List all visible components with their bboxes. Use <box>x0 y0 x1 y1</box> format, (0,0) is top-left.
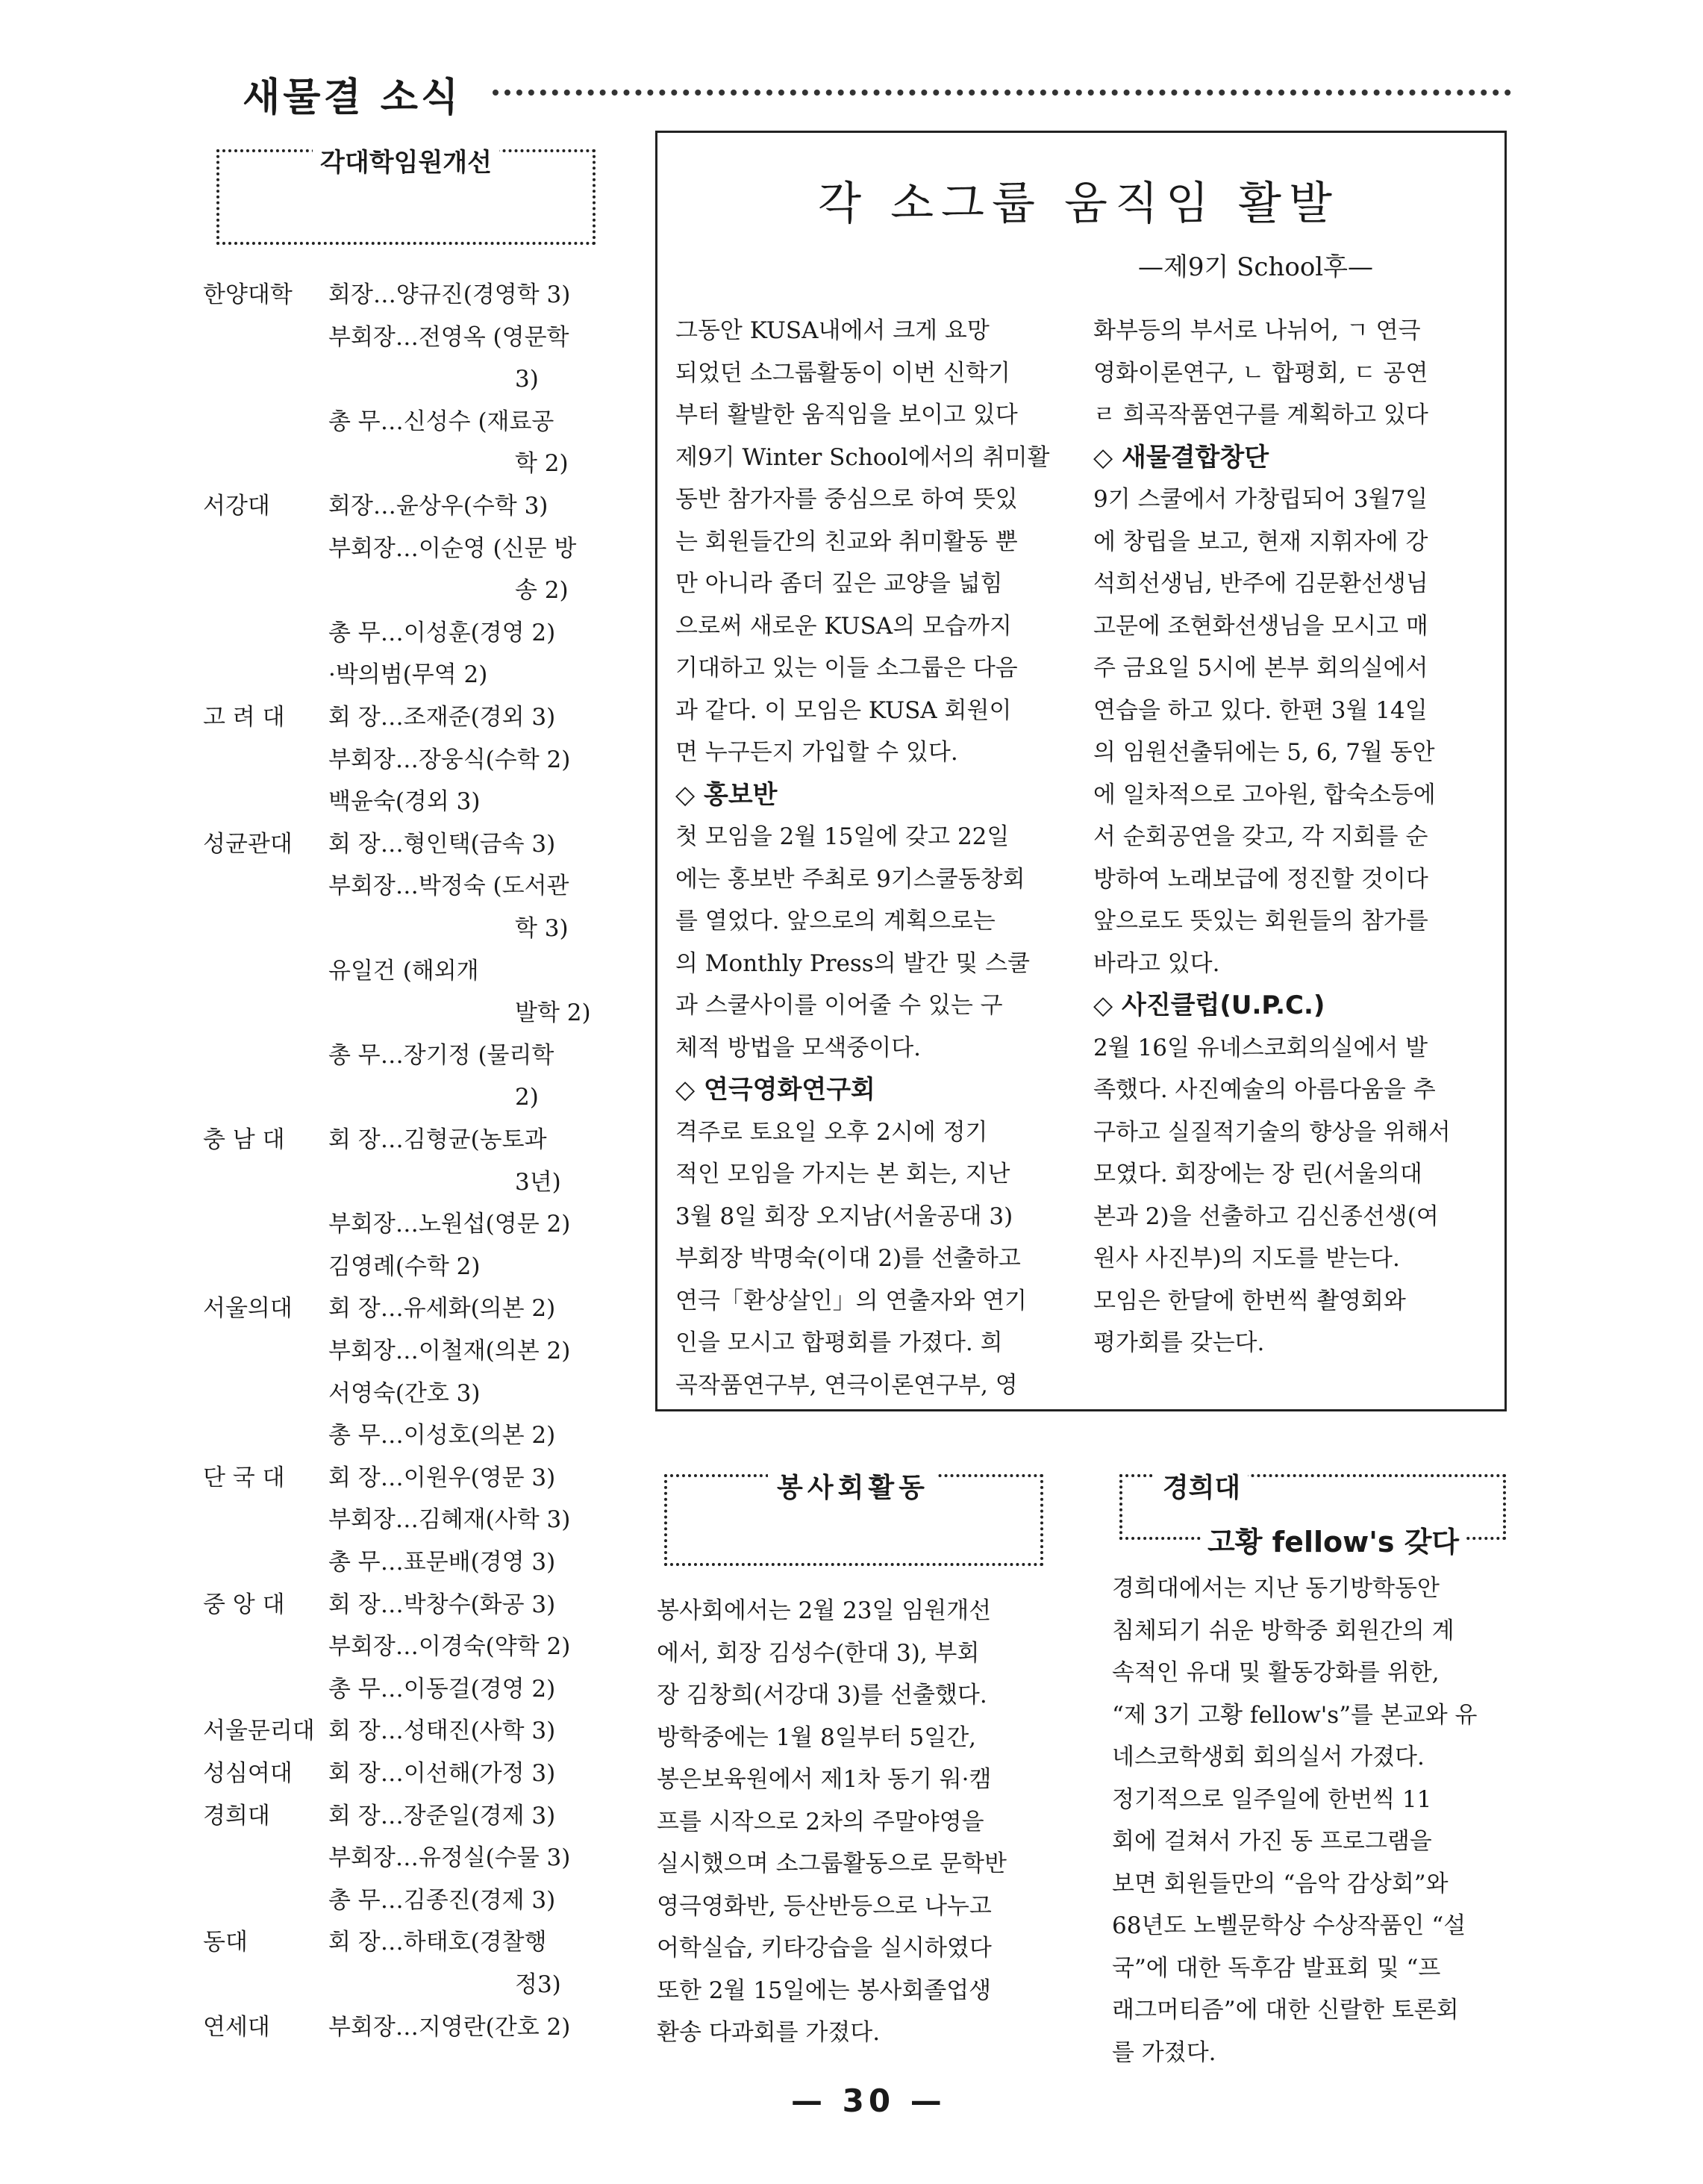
officer-entry: 부회장…이철재(의본 2) <box>328 1338 571 1364</box>
text-line: 환송 다과회를 가졌다. <box>657 2019 881 2046</box>
main-article-column-2 <box>1093 310 1489 1364</box>
text-line: 동반 참가자를 중심으로 하여 뜻있 <box>675 486 1018 513</box>
officer-entry: 총 무…김종진(경제 3) <box>328 1886 556 1914</box>
text-line: 곡작품연구부, 연극이론연구부, 영 <box>675 1371 1018 1399</box>
section-heading: ◇ 새물결합창단 <box>1093 442 1269 472</box>
officer-entry-continuation: 송 2) <box>515 577 569 605</box>
text-line: 어학실습, 키타강습을 실시하였다 <box>657 1935 992 1962</box>
text-line: 되었던 소그룹활동이 이번 신학기 <box>675 359 1010 387</box>
university-name: 연세대 <box>203 2013 270 2041</box>
service-title <box>664 1467 1042 1505</box>
officer-entry: 유일건 (해외개 <box>328 957 479 985</box>
university-name: 서강대 <box>203 493 270 520</box>
text-line: 3월 8일 회장 오지남(서울공대 3) <box>675 1202 1013 1230</box>
text-line: 프를 시작으로 2차의 주말야영을 <box>657 1808 984 1835</box>
text-line: 의 Monthly Press의 발간 및 스쿨 <box>675 949 1030 977</box>
text-line: 보면 회원들만의 “음악 감상회”와 <box>1112 1870 1449 1897</box>
officer-entry: 백윤숙(경외 3) <box>328 788 481 816</box>
text-line: 원사 사진부)의 지도를 받는다. <box>1093 1245 1400 1272</box>
officer-entry: 회 장…형인택(금속 3) <box>328 830 556 858</box>
officer-entry: 부회장…장웅식(수학 2) <box>328 746 571 773</box>
university-name: 충 남 대 <box>203 1126 285 1153</box>
text-line: 침체되기 쉬운 방학중 회원간의 계 <box>1112 1617 1454 1644</box>
officer-entry: 회 장…이선해(가정 3) <box>328 1760 556 1787</box>
text-line: 제9기 Winter School에서의 취미활 <box>675 443 1050 471</box>
text-line: 방학중에는 1월 8일부터 5일간, <box>657 1723 976 1751</box>
text-line: 평가회를 갖는다. <box>1093 1329 1265 1356</box>
text-line: “제 3기 고황 fellow's”를 본교와 유 <box>1112 1701 1478 1729</box>
officer-entry: 회 장…하태호(경찰행 <box>328 1929 547 1956</box>
officer-entry: 총 무…이성훈(경영 2) <box>328 619 556 646</box>
text-line: 그동안 KUSA내에서 크게 요망 <box>675 317 990 344</box>
text-line: 면 누구든지 가입할 수 있다. <box>675 739 958 766</box>
text-line: 연습을 하고 있다. 한편 3월 14일 <box>1093 696 1428 724</box>
university-name: 성균관대 <box>203 830 293 858</box>
text-line: 주 금요일 5시에 본부 회의실에서 <box>1093 655 1428 681</box>
kyunghee-subtitle <box>1202 1519 1465 1560</box>
text-line: 봉사회에서는 2월 23일 임원개선 <box>657 1597 992 1624</box>
officer-entry: 서영숙(간호 3) <box>328 1379 481 1407</box>
text-line: 구하고 실질적기술의 향상을 위해서 <box>1093 1118 1451 1146</box>
text-line: 영극영화반, 등산반등으로 나누고 <box>657 1892 992 1920</box>
text-line: 경희대에서는 지난 동기방학동안 <box>1112 1575 1440 1602</box>
text-line: 속적인 유대 및 활동강화를 위한, <box>1112 1659 1440 1686</box>
officer-entry: 회 장…조재준(경외 3) <box>328 704 556 731</box>
text-line: 장 김창희(서강대 3)를 선출했다. <box>657 1682 987 1709</box>
officer-entry-continuation: 3) <box>515 366 539 393</box>
text-line: 과 스쿨사이를 이어줄 수 있는 구 <box>675 992 1003 1019</box>
text-line: 래그머티즘”에 대한 신랄한 토론회 <box>1112 1997 1459 2024</box>
title-rule <box>493 90 1511 96</box>
text-line: 모였다. 회장에는 장 린(서울의대 <box>1093 1161 1422 1188</box>
text-line: 서 순회공연을 갖고, 각 지회를 순 <box>1093 823 1428 850</box>
text-line: 으로써 새로운 KUSA의 모습까지 <box>675 612 1012 640</box>
main-article-column-1 <box>675 310 1075 1406</box>
text-line: 68년도 노벨문학상 수상작품인 “설 <box>1112 1912 1466 1939</box>
university-name: 한양대학 <box>203 281 293 308</box>
text-line: 를 열었다. 앞으로의 계획으로는 <box>675 908 996 935</box>
officer-entry-continuation: 학 3) <box>515 915 569 942</box>
text-line: 바라고 있다. <box>1093 949 1220 977</box>
text-line: 석희선생님, 반주에 김문환선생님 <box>1093 570 1428 597</box>
officer-entry: 부회장…이경숙(약학 2) <box>328 1633 571 1661</box>
kyunghee-title <box>1119 1467 1284 1505</box>
section-heading: ◇ 홍보반 <box>675 779 778 810</box>
officer-entry: 회 장…김형균(농토과 <box>328 1126 547 1153</box>
text-line: 부회장 박명숙(이대 2)를 선출하고 <box>675 1245 1021 1272</box>
section-heading: ◇ 연극영화연구회 <box>675 1075 875 1105</box>
text-line: 앞으로도 뜻있는 회원들의 참가를 <box>1093 908 1428 935</box>
officers-box-title <box>216 142 596 178</box>
officer-entry: 총 무…이동걸(경영 2) <box>328 1675 556 1703</box>
officer-entry-continuation: 발학 2) <box>515 999 591 1027</box>
text-line: 는 회원들간의 친교와 취미활동 뿐 <box>675 528 1018 555</box>
officer-entry: 부회장…이순영 (신문 방 <box>328 534 577 562</box>
page-title: 새물결 소식 <box>243 75 462 120</box>
university-name: 서울의대 <box>203 1295 293 1323</box>
text-line: 회에 걸쳐서 가진 동 프로그램을 <box>1112 1828 1432 1855</box>
officer-entry: 회 장…성태진(사학 3) <box>328 1717 556 1745</box>
text-line: 첫 모임을 2월 15일에 갖고 22일 <box>675 823 1010 850</box>
text-line: 에 일차적으로 고아원, 합숙소등에 <box>1093 781 1436 808</box>
officer-entry: 부회장…전영옥 (영문학 <box>328 323 569 351</box>
text-line: 과 같다. 이 모임은 KUSA 회원이 <box>675 696 1012 724</box>
text-line: 모임은 한달에 한번씩 촬영회와 <box>1093 1287 1406 1314</box>
text-line: 만 아니라 좀더 깊은 교양을 넓힘 <box>675 570 1003 597</box>
officer-entry: 부회장…김혜재(사학 3) <box>328 1506 571 1534</box>
text-line: 의 임원선출뒤에는 5, 6, 7월 동안 <box>1093 739 1435 766</box>
kyunghee-title-text: 경희대 <box>1155 1473 1248 1503</box>
officer-entry: 부회장…지영란(간호 2) <box>328 2013 571 2041</box>
university-name: 동대 <box>203 1929 248 1956</box>
officer-entry: 회 장…유세화(의본 2) <box>328 1295 556 1323</box>
section-heading: ◇ 사진클럽(U.P.C.) <box>1093 990 1325 1020</box>
officer-entry: 회 장…장준일(경제 3) <box>328 1802 556 1829</box>
kyunghee-subtitle-text: 고황 fellow's 갖다 <box>1202 1526 1465 1559</box>
officer-entry: 총 무…장기정 (물리학 <box>328 1041 554 1069</box>
main-article-subtitle: —제9기 School후— <box>1138 252 1374 282</box>
officer-entry-continuation: 학 2) <box>515 450 569 478</box>
text-line: 인을 모시고 합평회를 가졌다. 희 <box>675 1329 1003 1356</box>
officer-entry-continuation: 3년) <box>515 1168 561 1196</box>
officer-entry: ·박의범(무역 2) <box>328 661 488 689</box>
text-line: 기대하고 있는 이들 소그룹은 다음 <box>675 655 1018 681</box>
text-line: 족했다. 사진예술의 아름다움을 추 <box>1093 1076 1436 1103</box>
text-line: 에서, 회장 김성수(한대 3), 부회 <box>657 1639 980 1667</box>
officer-entry: 총 무…표문배(경영 3) <box>328 1549 556 1576</box>
officer-entry: 부회장…노원섭(영문 2) <box>328 1211 571 1238</box>
text-line: 고문에 조현화선생님을 모시고 매 <box>1093 612 1428 640</box>
officers-box-title-text: 각대학임원개선 <box>313 148 499 178</box>
text-line: 체적 방법을 모색중이다. <box>675 1034 922 1061</box>
text-line: 네스코학생회 회의실서 가졌다. <box>1112 1744 1425 1770</box>
text-line: 화부등의 부서로 나뉘어, ㄱ 연극 <box>1093 317 1421 344</box>
text-line: 봉은보육원에서 제1차 동기 워·캠 <box>657 1766 992 1793</box>
service-title-text: 봉사회활동 <box>768 1473 938 1503</box>
text-line: ㄹ 희곡작품연구를 계획하고 있다 <box>1093 402 1428 428</box>
kyunghee-article <box>1112 1567 1515 2074</box>
university-name: 중 앙 대 <box>203 1591 285 1618</box>
university-name: 단 국 대 <box>203 1464 285 1491</box>
officer-entry: 총 무…이성호(의본 2) <box>328 1422 556 1450</box>
officer-entry: 회 장…이원우(영문 3) <box>328 1464 556 1491</box>
officer-entry: 부회장…유정실(수물 3) <box>328 1844 571 1872</box>
text-line: 연극「환상살인」의 연출자와 연기 <box>675 1287 1028 1314</box>
text-line: 영화이론연구, ㄴ 합평회, ㄷ 공연 <box>1093 359 1428 387</box>
officer-entry: 총 무…신성수 (재료공 <box>328 408 554 435</box>
text-line: 를 가졌다. <box>1112 2038 1216 2066</box>
text-line: 격주로 토요일 오후 2시에 정기 <box>675 1118 988 1146</box>
text-line: 실시했으며 소그룹활동으로 문학반 <box>657 1850 1007 1877</box>
university-name: 경희대 <box>203 1802 270 1829</box>
text-line: 부터 활발한 움직임을 보이고 있다 <box>675 402 1018 428</box>
text-line: 정기적으로 일주일에 한번씩 11 <box>1112 1785 1432 1813</box>
text-line: 9기 스쿨에서 가창립되어 3월7일 <box>1093 486 1428 513</box>
officer-entry-continuation: 정3) <box>515 1971 561 1998</box>
officer-entry: 회 장…박창수(화공 3) <box>328 1591 556 1618</box>
text-line: 또한 2월 15일에는 봉사회졸업생 <box>657 1976 992 2004</box>
text-line: 적인 모임을 가지는 본 회는, 지난 <box>675 1161 1010 1188</box>
officer-entry: 부회장…박정숙 (도서관 <box>328 873 569 900</box>
text-line: 2월 16일 유네스코회의실에서 발 <box>1093 1034 1428 1061</box>
main-article-title: 각 소그룹 움직임 활발 <box>818 178 1340 230</box>
officer-entry-continuation: 2) <box>515 1084 539 1111</box>
text-line: 본과 2)을 선출하고 김신종선생(여 <box>1093 1202 1439 1230</box>
text-line: 에는 홍보반 주최로 9기스쿨동창회 <box>675 865 1025 893</box>
text-line: 국”에 대한 독후감 발표회 및 “프 <box>1112 1954 1441 1982</box>
officer-entry: 회장…윤상우(수학 3) <box>328 493 549 520</box>
text-line: 방하여 노래보급에 정진할 것이다 <box>1093 865 1428 893</box>
officer-entry: 회장…양규진(경영학 3) <box>328 281 571 308</box>
service-article <box>657 1590 1060 2054</box>
university-name: 성심여대 <box>203 1760 293 1787</box>
page-number: — 30 — <box>791 2082 946 2119</box>
university-name: 고 려 대 <box>203 704 285 731</box>
text-line: 에 창립을 보고, 현재 지휘자에 강 <box>1093 528 1428 555</box>
university-name: 서울문리대 <box>203 1717 315 1745</box>
officer-entry: 김영례(수학 2) <box>328 1252 481 1280</box>
